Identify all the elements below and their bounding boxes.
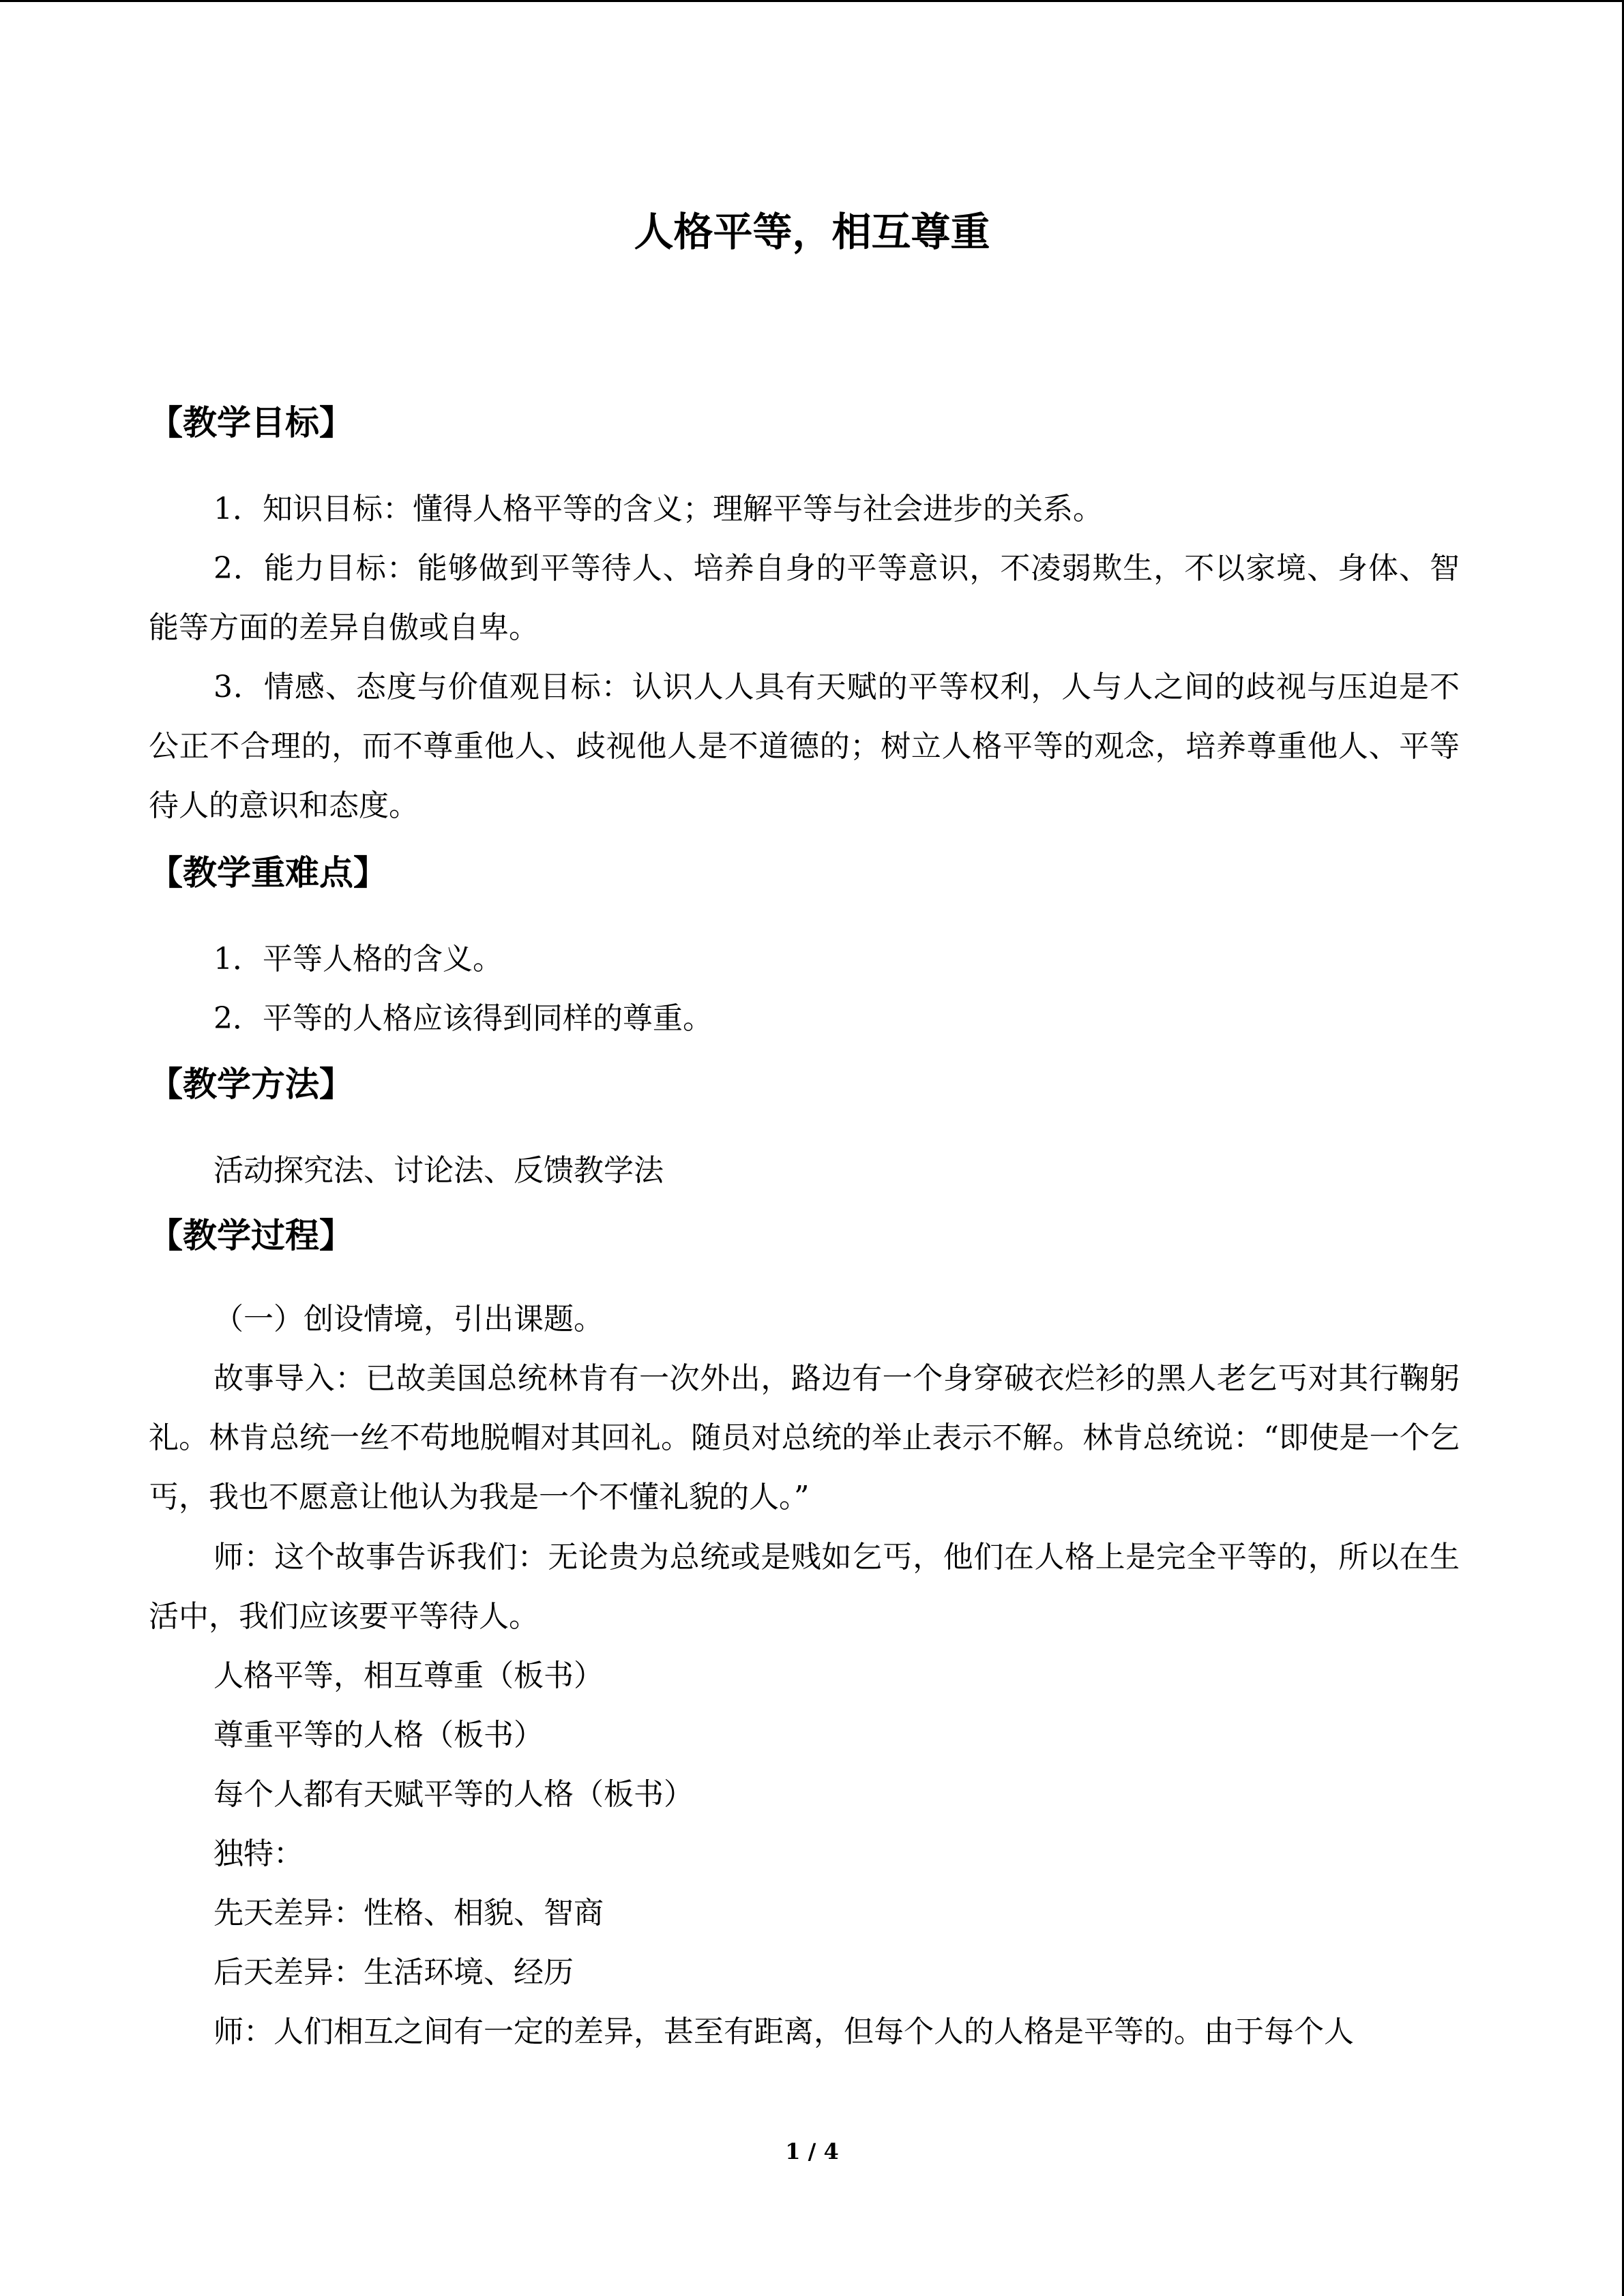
board-note-2: 尊重平等的人格（板书）	[213, 1718, 544, 1753]
section-heading-methods: 【教学方法】	[149, 1064, 353, 1104]
acquired-differences: 后天差异：生活环境、经历	[213, 1955, 574, 1990]
board-note-3: 每个人都有天赋平等的人格（板书）	[213, 1777, 694, 1812]
section-heading-process: 【教学过程】	[149, 1215, 353, 1255]
teacher-paragraph-2: 师：人们相互之间有一定的差异，甚至有距离，但每个人的人格是平等的。由于每个人	[213, 2014, 1354, 2049]
section-heading-goals: 【教学目标】	[149, 402, 353, 443]
goal-item-2: 2．能力目标：能够做到平等待人、培养自身的平等意识，不凌弱欺生，不以家境、身体、智能等方面的差异自傲或自卑。	[149, 551, 1460, 645]
story-paragraph: 故事导入：已故美国总统林肯有一次外出，路边有一个身穿破衣烂衫的黑人老乞丐对其行鞠躬礼。林肯总统一丝不苟地脱帽对其回礼。随员对总统的举止表示不解。林肯总统说：“即使是一个乞丐，我也不愿意让他认为我是一个不懂礼貌的人。”	[149, 1361, 1460, 1515]
section-heading-key-points: 【教学重难点】	[149, 852, 387, 893]
page-number: 1 / 4	[785, 2138, 839, 2164]
unique-label: 独特：	[213, 1836, 304, 1871]
key-point-1: 1．平等人格的含义。	[213, 942, 503, 976]
teacher-paragraph-1: 师：这个故事告诉我们：无论贵为总统或是贱如乞丐，他们在人格上是完全平等的，所以在生活中，我们应该要平等待人。	[149, 1540, 1460, 1634]
document-title: 人格平等，相互尊重	[634, 209, 990, 255]
goal-item-3: 3．情感、态度与价值观目标：认识人人具有天赋的平等权利，人与人之间的歧视与压迫是不公正不合理的，而不尊重他人、歧视他人是不道德的；树立人格平等的观念，培养尊重他人、平等待人的意识和态度。	[149, 670, 1460, 823]
innate-differences: 先天差异：性格、相貌、智商	[213, 1896, 604, 1930]
board-note-1: 人格平等，相互尊重（板书）	[213, 1658, 604, 1693]
goal-item-1: 1．知识目标：懂得人格平等的含义；理解平等与社会进步的关系。	[213, 492, 1103, 526]
process-step-1: （一）创设情境，引出课题。	[213, 1302, 604, 1337]
key-point-2: 2．平等的人格应该得到同样的尊重。	[213, 1001, 713, 1036]
methods-text: 活动探究法、讨论法、反馈教学法	[213, 1153, 664, 1188]
